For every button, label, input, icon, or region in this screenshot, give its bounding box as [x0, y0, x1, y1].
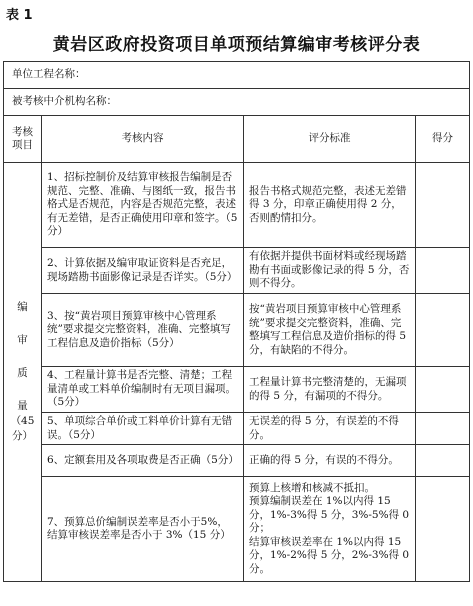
standard-cell: 有依据并提供书面材料或经现场踏勘有书面或影像记录的得 5 分，否则不得分。 — [244, 248, 416, 294]
score-cell[interactable] — [416, 294, 470, 367]
table-row — [4, 163, 470, 248]
content-cell: 1、招标控制价及结算审核报告编制是否规范、完整、准确、与图纸一致，报告书格式是否规范，内容是否规范完整，表述有无差错，是否正确使用印章和签字。（5分） — [42, 163, 244, 248]
standard-cell: 按“黄岩项目预算审核中心管理系统”要求提交完整资料，准确、完整填写工程信息及造价指标的得 5 分，有缺陷的不得分。 — [244, 294, 416, 367]
score-cell[interactable] — [416, 367, 470, 413]
table-row — [4, 294, 470, 367]
unit-name-row — [4, 62, 470, 89]
table-row — [4, 413, 470, 445]
content-cell: 7、预算总价编制误差率是否小于5%，结算审核误差率是否小于 3%（15 分） — [42, 477, 244, 582]
column-header-standard: 评分标准 — [244, 116, 416, 163]
table-row — [4, 477, 470, 582]
column-header-row — [4, 116, 470, 163]
category-cell — [4, 163, 42, 582]
category-char: 编 — [17, 301, 28, 313]
standard-cell: 工程量计算书完整清楚的，无漏项的得 5 分，有漏项的不得分。 — [244, 367, 416, 413]
content-cell: 6、定额套用及各项取费是否正确（5分） — [42, 445, 244, 477]
unit-name-label: 单位工程名称： — [4, 62, 470, 89]
content-cell: 2、计算依据及编审取证资料是否充足，现场踏勘书面影像记录是否详实。（5分） — [42, 248, 244, 294]
score-cell[interactable] — [416, 163, 470, 248]
column-header-content: 考核内容 — [42, 116, 244, 163]
standard-cell: 报告书格式规范完整，表述无差错得 3 分，印章正确使用得 2 分，否则酌情扣分。 — [244, 163, 416, 248]
category-char: 量 — [17, 400, 28, 412]
content-cell: 3、按“黄岩项目预算审核中心管理系统”要求提交完整资料，准确、完整填写工程信息及造价指标（5分） — [42, 294, 244, 367]
table-number-label: 表 1 — [6, 8, 33, 23]
table-row — [4, 248, 470, 294]
agency-name-row — [4, 89, 470, 116]
score-cell[interactable] — [416, 248, 470, 294]
page-title: 黄岩区政府投资项目单项预结算编审考核评分表 — [52, 35, 421, 55]
score-cell[interactable] — [416, 477, 470, 582]
table-row — [4, 445, 470, 477]
table-row — [4, 367, 470, 413]
agency-name-label: 被考核中介机构名称： — [4, 89, 470, 116]
content-cell: 4、工程量计算书是否完整、清楚；工程量清单或工料单价编制时有无项目漏项。（5分） — [42, 367, 244, 413]
category-score: （45 分） — [10, 415, 35, 442]
score-cell[interactable] — [416, 445, 470, 477]
standard-cell: 无误差的得 5 分，有误差的不得分。 — [244, 413, 416, 445]
content-cell: 5、单项综合单价或工料单价计算有无错误。（5分） — [42, 413, 244, 445]
scoring-table — [3, 61, 470, 582]
category-char: 质 — [17, 367, 28, 379]
standard-cell: 预算上核增和核减不抵扣。 预算编制误差在 1%以内得 15 分，1%-3%得 5 分，3%-5%得 0 分； 结算审核误差率在 1%以内得 15 分，1%-2%得 5 分，2%-3%得 0 分。 — [244, 477, 416, 582]
standard-cell: 正确的得 5 分，有误的不得分。 — [244, 445, 416, 477]
column-header-score: 得分 — [416, 116, 470, 163]
column-header-item: 考核 项目 — [4, 116, 42, 163]
category-char: 审 — [17, 334, 28, 346]
score-cell[interactable] — [416, 413, 470, 445]
